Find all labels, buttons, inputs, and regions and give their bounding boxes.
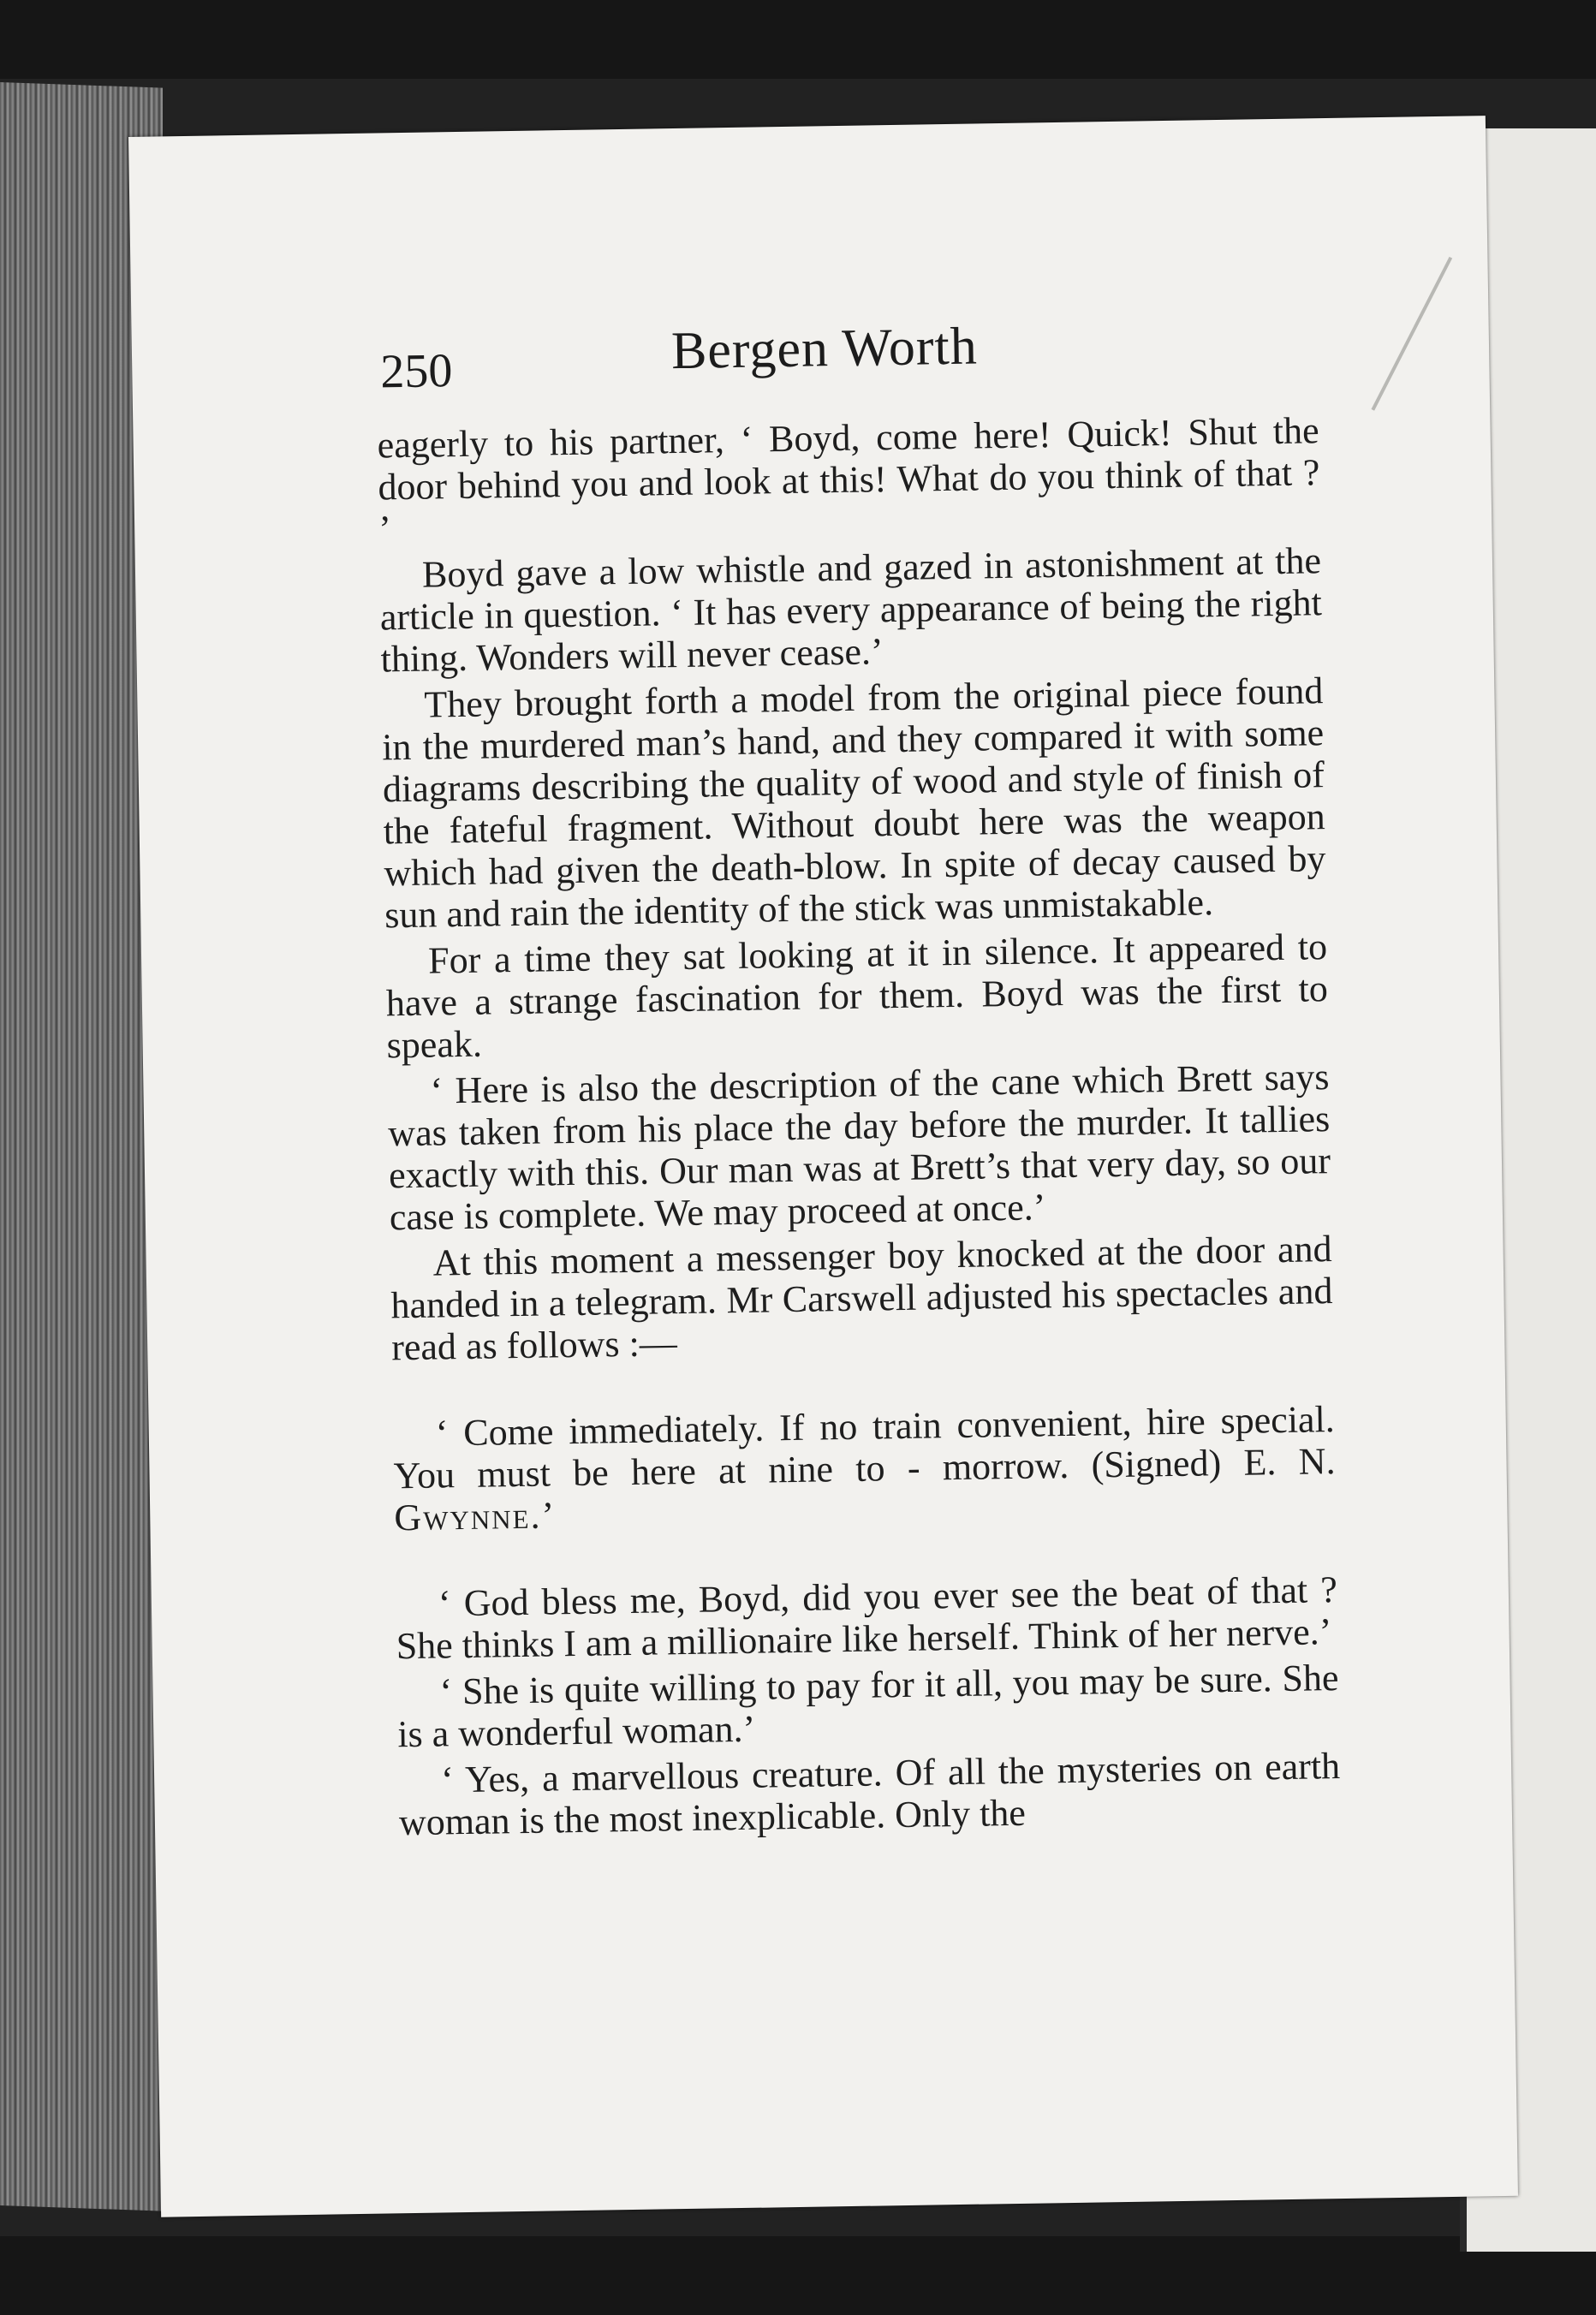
- telegram-body: ‘ Come immediately. If no train convenient, hire special. You must be here at nine to - morrow. (Signed) E. N.: [393, 1398, 1336, 1497]
- paragraph: ‘ Here is also the description of the cane which Brett says was taken from his place the day before the murder. It tallies exactly with this. Our man was at Brett’s that very day, so our case is complete. We may proceed at once.’: [387, 1056, 1331, 1239]
- telegram-signature: Gwynne.’: [393, 1494, 557, 1539]
- running-title: Bergen Worth: [670, 317, 979, 381]
- paragraph: ‘ Yes, a marvellous creature. Of all the mysteries on earth woman is the most inexplicable. Only the: [398, 1745, 1341, 1844]
- paragraph: They brought forth a model from the original piece found in the murdered man’s hand, and they compared it with some diagrams describing the quality of wood and style of finish of the fateful fragment. Without doubt here was the weapon which had given the death-blow. In spite of decay caused by sun and rain the identity of the stick was unmistakable.: [381, 670, 1326, 937]
- body-text: [377, 409, 1341, 1848]
- paragraph: At this moment a messenger boy knocked at the door and handed in a telegram. Mr Carswell adjusted his spectacles and read as follows :—: [390, 1228, 1333, 1369]
- paragraph: Boyd gave a low whistle and gazed in astonishment at the article in question. ‘ It has every appearance of being the right thing. Wonders will never cease.’: [379, 539, 1323, 681]
- page-header: [379, 309, 1451, 420]
- paragraph: eagerly to his partner, ‘ Boyd, come here! Quick! Shut the door behind you and look at this! What do you think of that ? ’: [377, 409, 1320, 550]
- telegram-text: [392, 1398, 1336, 1538]
- paragraph: For a time they sat looking at it in silence. It appeared to have a strange fascination for them. Boyd was the first to speak.: [385, 925, 1329, 1067]
- book-page: [128, 116, 1518, 2217]
- paragraph: ‘ God bless me, Boyd, did you ever see the beat of that ? She thinks I am a millionaire like herself. Think of her nerve.’: [396, 1568, 1338, 1668]
- page-number: 250: [379, 344, 453, 399]
- paragraph: ‘ She is quite willing to pay for it all, you may be sure. She is a wonderful woman.’: [396, 1657, 1339, 1756]
